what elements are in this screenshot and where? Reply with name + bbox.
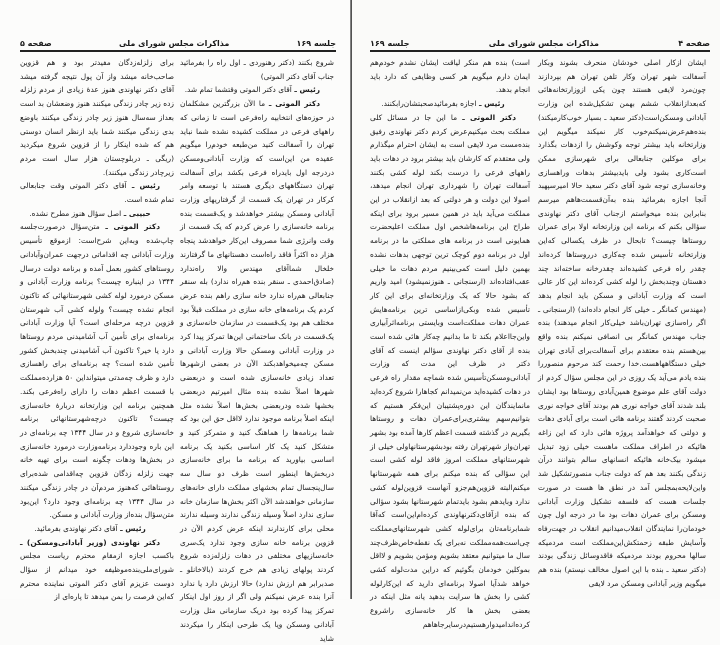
speaker-name: دکتر نهاوندی (وزیر آبادانی‌ومسکن) ـ [20, 537, 160, 547]
speaker-name: رئیس ـ [117, 523, 146, 533]
speaker-name: دکتر الموتی ـ [265, 99, 320, 109]
paragraph [20, 536, 174, 605]
paragraph-text: شروع بکنند (دکتر رهنوردی ـ اول راه را بفرمائید جناب آقای دکتر الموتی) [180, 58, 334, 81]
speaker-name: دکتر الموتی ـ [99, 222, 160, 232]
paragraph-text: آقای دکتر الموتی وقتشما تمام شد. [184, 85, 292, 95]
header-rule [370, 50, 710, 52]
page-number: صفحه ۵ [20, 39, 52, 48]
paragraph-text: ما الآن بزرگترین مشکلمان در حوزه‌های انتخابیه راه‌فرعی است تا زمانی که راههای فرعی در مملکت کشیده نشده شما نباید تهران را آسفالت کنید من‌طبعه خودم‌را میگویم عقیده من این‌است که وزارت آبادانی‌ومسکن دردرجه اول بایدراه فرعی بکشد برای آسفالت تهران دستگاههای دیگری هستند با توسعه وامر کرکار در تهران یک قسمت از گرفتاریهای وزارت آبادانی ومسکن بیشتر خواهدشد و یک‌قسمت بنده برنامه خانه‌سازی را عرض کردم که یک قسمت از وقت وانرژی شما مصروف این‌کار خواهدشد پنجاه هزار ده اکثراً فاقد راه‌است دهستانهای ما گرفتارند خلخال شماآقای مهندس والا راه‌ندارد (صادق‌احمدی ـ سنقر بنده هم‌راه ندارد) بله سنقر جنابعالی هم‌راه ندارد خانه سازی راهم بنده عرض کردم یک برنامه‌های خانه سازی در مملکت قبلاً بود مختلف هم بود یک‌قسمت در سازمان خانه‌سازی و یک‌قسمت در بانک ساختمانی این‌ها تمرکز پیدا کرد در وزارت آبادانی ومسکن حالا وزارت آبادانی و مسکن چه‌میخواهدبکند الآن در بعضی ازشهرها تعداد زیادی خانه‌سازی شده است و دربعضی شهرها اصلاً نشده بنده مثال امیرتیم دربعضی بخشها شده ودربعضی بخش‌ها اصلاً نشده مثل اینکه اصلاً برنامه موجود ندارد لااقل حق این بود که شما برنامه‌ها را هماهنگ کنید و متمرکز کنید و متشکل کنید یک کار اساسی بکنید یک برنامه اساسی بیاورید که برنامه ما برای خانه‌سازی دربخش‌ها اینطور است ظرف دو سال سه سال‌پنجسال تمام بخشهای مملکت دارای خانه‌های سازمانی خواهندشد الآن اکثر بخش‌ها سازمان خانه سازی ندارد اصلاً وسیله زندگی ندارند وسیله ندارند محلی برای کارندارند اینکه عرض کردم الآن در قزوین برنامه خانه سازی وجود ندارد یک‌سری خانه‌سازیهای مختلفی در دهات زلزله‌زده شروع کردند پولهای زیادی هم خرج کردند (بالاخانلو ـ صدبرابر هم ارزش ندارد) حالا ارزش دارد یا ندارد آنرا بنده عرض نمیکنم ولی اگر از روز اول اینکار تمرکز پیدا کرده بود دریک سازمانی مثل وزارت آبادانی ومسکن ویا یک طرحی اینکار را میکردند شاید [180, 99, 334, 643]
column-left [370, 56, 530, 632]
page-header [370, 34, 710, 48]
paragraph-text: اصل سؤال هنوز مطرح نشده. [29, 208, 122, 218]
paragraph [20, 179, 174, 206]
paragraph [370, 56, 530, 97]
paragraph [538, 56, 706, 590]
paragraph [180, 97, 334, 645]
paragraph [370, 111, 530, 632]
paragraph-text: اجازه بفرمائیدصحبتشان‌رابکنند. [381, 99, 477, 109]
page-left [0, 0, 352, 643]
speaker-name: رئیس ـ [126, 181, 160, 191]
speaker-name: رئیس ـ [291, 85, 320, 95]
session-label: جلسه ۱۶۹ [296, 39, 336, 48]
paragraph-text: ما این جا در مسائل کلی مملکت بحث میکنیم‌عرض کردم دکتر نهاوندی رفیق بنده‌مست مرد لایقی است به ایشان احترام میگذارم ولی معتقدم که کارشان باید بیشتر برود در دهات باید راههای فرعی را درست بکند لوله کشی بکنند آسفالت تهران را شهرداری تهران انجام میدهد، اصولا این دولت و هر دولتی که بعد ازانقلاب در این مملکت می‌آید باید در همین مسیر برود برای اینکه طراح این برنامه‌ها‌شخص اول مملکت اعلیحضرت همایونی است در برنامه های مملکتی ما در برنامه اول در برنامه دوم کوچک ترین توجهی بدهات نشده بهمین دلیل است کمی‌بینیم مردم دهات ما خیلی عقب‌افتاده‌اند (ارسنجانی ـ هنوز‌نمیشود) امید واریم که بشود حالا که یک وزارتخانه‌ای برای این کار تأسیس شده وبکی‌ازاساسی ترین برنامه‌هایش عمران دهات مملکت‌است وبایستی برنامه‌اثر‌آبیاری و‌این‌جا‌اعلام بکند تا ما بدانیم چه‌کار هائی شده است بنده از آقای دکتر نهاوندی سؤالم اینست که آقای دکتر در ظرف این مدت که وزارت آبادانی‌ومسکن‌تأسیس شده شماچه مقدار راه فرعی در دهات کشیده‌اید من‌نمیدانم کجاهارا شروع کرده‌اید مانمایندگان این دوره‌پشتیبان این‌فکر هستیم که بتوانیم‌سهم بیشتری‌برای‌عمران دهات و روستاها بگیریم در گذشته قسمت اعظم کارها آمده بود بشهر تهران‌واز شهرتهران رفته بودبشهرستانها‌ولی خیلی از شهرستانهای مملکت امروز فاقد لوله کشی است این سؤالی که بنده میکنم برای همه شهرستانها میکنم‌البته قزوین‌هم‌جزو آنهاست قزوین‌لوله کشی ندارد وبایدهم بشود بایدتمام شهرستانها بشود سؤالی که بنده ازآقای‌دکتر‌نهاوندی کرده‌ام‌این‌است که‌آقا شمابرنامه‌تان برای‌لوله کشی شهرستانهای‌مملکت چی‌است‌همه‌مملکت نه‌برای یک نقطه‌خاص‌ظرف‌چند سال ما میتوانیم معتقد بشویم ومؤمن بشویم و لااقل بموکلین خودمان بگوئیم که دراین مدت‌لوله کشی خواهد شدآیا اصولا برنامه‌ای دارید که این‌کار‌لوله کشی را بخش ها سرایت بدهید یانه مثل اینکه در بعضی بخش ها کار خانه‌سازی راشروع کرده‌اند‌امیدوارهستیم‌درسایرجاهاهم [370, 112, 530, 629]
column-right [180, 56, 334, 645]
paragraph-text: متن‌سؤال درصورت‌جلسه چاپ‌شده وبه‌این شرح‌است: ازموقع تأسیس وزارت آبادانی چه اقداماتی درجهت عمران‌وآبادانی روستاهای کشور بعمل آمده و برنامه دولت درسال ۱۳۴۴ در اینباره چیست؟ برنامه وزارت آبادانی و مسکن درمورد لوله کشی شهرستانهائی که تاکنون انجام نشده چیست؟ ولوله کشی آب شهرستان قزوین درچه مرحله‌ای است؟ آیا وزارت آبادانی برنامه‌ای برای تأمین آب آشامیدنی مردم روستاها دارد یا خیر؟ تاکنون آب آشامیدنی چندبخش کشور تأمین شده است؟ چه برنامه‌ای برای راهسازی دارد و ظرف چه‌مدتی میتوانداین ۵۰ هزارده‌مملکت با قسمت اعظم دهات را دارای راه‌فرعی بکند. همچنین برنامه این وزارتخانه دربارهٔ خانه‌سازی چیست؟ تاکنون درچه‌شهرستانهائی برنامه خانه‌سازی شروع و در سال ۱۳۴۴ چه برنامه‌ای در این باره وجوددارد برنامه‌وزارت درمورد خانه‌سازی در بخش‌ها ودهات چگونه است برای تهیه خانه جهت زلزله زدگان قزوین چه‌اقدامی شده‌برای روستاهائی که‌هنوز مردم‌آن در چادر زندگی میکنند در سال ۱۳۴۴ چه برنامه‌ای وجود دارد؟ این‌بود متن‌سؤال بنده‌از وزارت آبادانی و مسکن. [20, 222, 174, 520]
session-label: جلسه ۱۶۹ [370, 39, 410, 48]
paragraph-text: برای زلزله‌زدگان مفیدتر بود و هم قزوین صاحب‌خانه میشد واز آن پول نتیجه گرفته میشد آقای دکتر نهاوندی هنوز عدهٔ زیادی از مردم زلزله زده زیر چادر زندگی میکنند هنوز وضعشان بد است بعداز سه‌سال هنوز زیر چادر زندگی میکنند باوضع بدی زندگی میکنند شما باید ازنظر انسان دوستی هم که شده اینکار را از قزوین شروع میکردید (ریگی ـ دربلوچستان هزار سال است مردم زیرچادر زندگی میکنند). [20, 58, 174, 177]
paragraph [370, 97, 530, 111]
column-left [20, 56, 174, 604]
paragraph [180, 83, 334, 97]
paragraph-text: آقای دکتر نهاوندی بفرمائید. [34, 523, 118, 533]
page-right [352, 0, 720, 629]
paragraph-text: است) بنده هم منکر لیاقت ایشان نشدم خودم‌هم ایمان دارم میگویم هر کسی وظایفی که دارد باید انجام بدهد. [370, 58, 530, 95]
publication-title: مذاکرات مجلس شورای ملی [488, 39, 599, 48]
column-right [538, 56, 706, 590]
paragraph [180, 56, 334, 83]
paragraph-text: ایشان ازکار اصلی خودشان منحرف بشوند وبکار آسفالت شهر تهران وکار تلفن تهران هم بپردازند چون‌مرد لایقی هستند چون یکی ازوزارتخانه‌هائی که‌بعدازانقلاب ششم بهمن تشکیل‌شده این وزارت آبادانی ومسکن‌است(دکتر سعید ـ بسیار خوب‌کارمیکند) بنده‌هم‌عرض‌نمیکنم‌خوب کار نمیکند میگویم این وزارتخانه باید بیشتر توجه وکوشش را ازدهات بگذارد برای موکلین جنابعالی برای شهرسازی ممکن است‌کاری بشود ولی باید‌بیشتر بدهات وراهسازی وخانه‌سازی توجه شود آقای دکتر سعید حالا امیرسپهبد آنجا اجازه بفرمائید بنده به‌آن‌قسمت‌هاهم میرسم بنابراین بنده میخواستم ازجناب آقای دکتر نهاوندی سؤالی بکنم که برنامه این وزارتخانه اولا برای عمران روستاها چیست؟ تابحال در ظرف یکسالی که‌این وزارتخانه تأسیس شده چه‌کاری درروستاها کرده‌اند چقدر راه فرعی کشیده‌اند چقدرخانه ساخته‌اند چند دهستان وچندبخش را لوله کشی کرده‌اند این کار عالی است که وزارت آبادانی و مسکن باید انجام بدهد (مهندس کمانگر ـ خیلی کار انجام داده‌اند) (ارسنجانی ـ اگر راه‌سازی تهران‌باشد خیلی‌کار انجام میدهند) بنده جناب مهندس کمانگر بی انصافی نمیکنم بنده واقع بین‌هستم بنده معتقدم برای آسفالت‌برای آبادی تهران خیلی دستگاهها‌هست.خدا رحمت کند مرحوم منصوررا بنده یادم می‌آید یک روزی در این مجلس سؤال کردم از دولت آقای علم موضوع همین‌آبادی روستاها بود ایشان بلند شدند آقای خواجه نوری هم بودند آقای خواجه نوری صحبت کردند گفتند برنامه هائی است برای آبادی دهات و دولتی که خواهدآمد پروژه هائی دارد که این زاغه هائیکه در اطراف مملکت ماهست خیلی زود تبدیل میشود بیک‌خانه هائیکه انسانهای سالم بتوانند درآن زندگی بکنند بعد هم که دولت جناب منصورتشکیل شد واین‌لایحه‌بمجلس آمد در نطق ها هست در صورت جلسات هست که فلسفه تشکیل وزارت آبادانی ومسکن برای عمران دهات بود ما در درجه اول چون خودمان‌را نمایندگان انقلاب‌میدانیم انقلاب در جهت‌رفاه وآسایش طبقه زحمتکش‌این‌مملکت است مردمیکه سالها محروم بودند مردمیکه فاقدوسائل زندگی بودند (دکتر سعید ـ بنده با این اصول مخالف نیستم) بنده هم میگویم وزیر آبادانی ومسکن مرد لایقی [538, 58, 706, 588]
paragraph-text: باکسب اجازه ازمقام محترم ریاست مجلس شورای‌ملی‌بنده‌موظیفه خود میدانم از سؤال دوست عزیزم آقای دکتر الموتی نماینده محترم که‌این فرصت را بمن میدهد تا پاره‌ای از [20, 551, 174, 602]
paragraph [20, 522, 174, 536]
page-header [20, 34, 336, 48]
paragraph [20, 220, 174, 521]
paragraph [20, 56, 174, 179]
page-number: صفحه ۴ [678, 39, 710, 48]
paragraph [20, 207, 174, 221]
paragraph-text: آقای دکتر الموتی وقت جنابعالی تمام شده است. [20, 181, 174, 205]
speaker-name: دکتر الموتی ـ [457, 112, 516, 122]
publication-title: مذاکرات مجلس شورای ملی [119, 39, 230, 48]
speaker-name: حبیبی ـ [121, 208, 151, 218]
header-rule [20, 50, 336, 52]
speaker-name: رئیس ـ [476, 99, 505, 109]
